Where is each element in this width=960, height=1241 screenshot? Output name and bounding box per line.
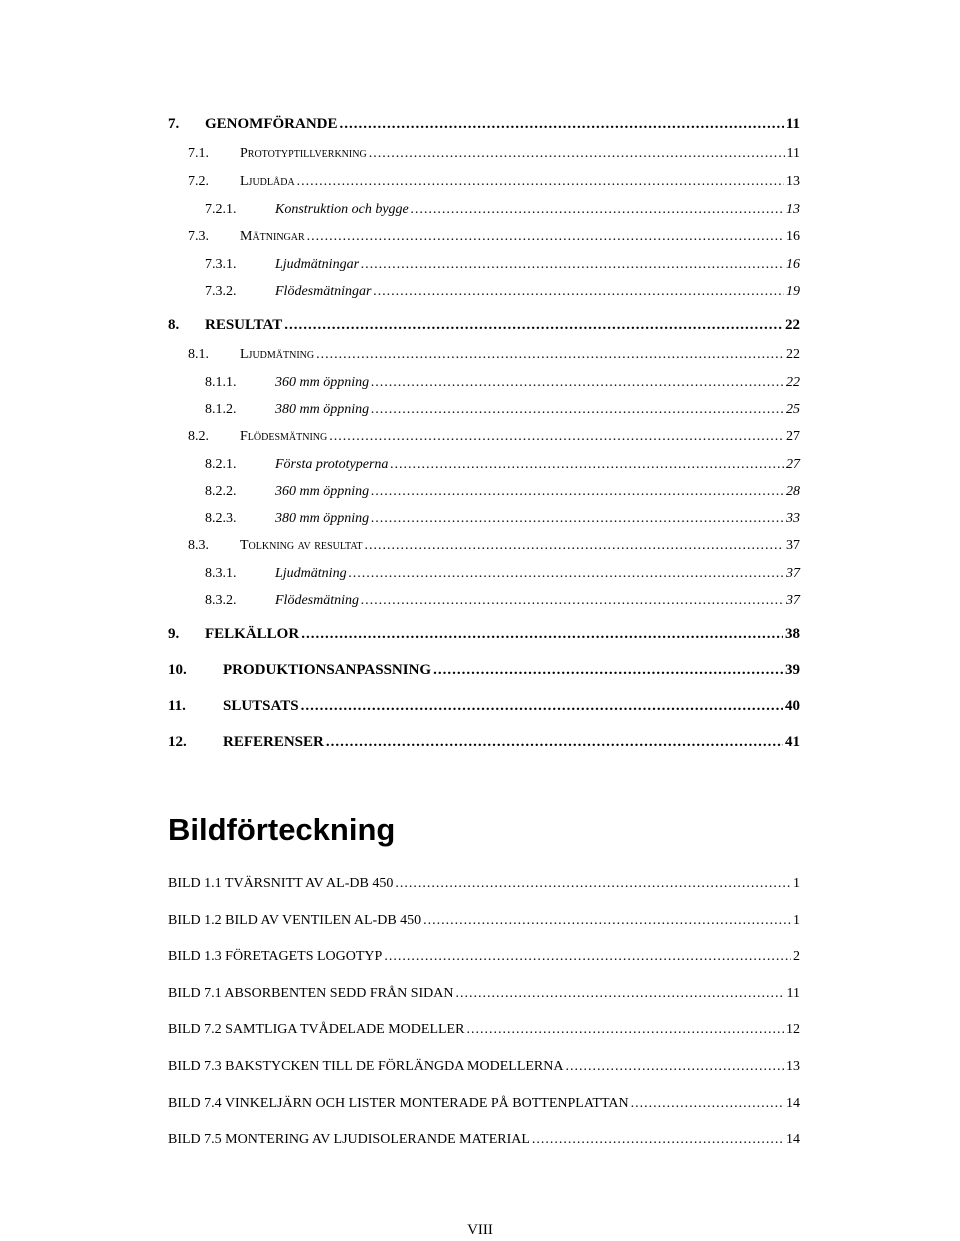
figure-page: 1 bbox=[793, 876, 800, 891]
dot-leader bbox=[532, 1129, 784, 1151]
toc-page: 28 bbox=[786, 484, 800, 499]
toc-page: 27 bbox=[786, 429, 800, 444]
figure-page: 12 bbox=[786, 1022, 800, 1038]
toc-page: 37 bbox=[786, 538, 800, 553]
toc-title: GENOMFÖRANDE bbox=[205, 116, 338, 132]
toc-page: 33 bbox=[786, 511, 800, 526]
toc-page: 37 bbox=[786, 566, 800, 581]
figure-entry[interactable] bbox=[168, 1019, 800, 1056]
toc-page: 22 bbox=[785, 317, 800, 333]
toc-page: 25 bbox=[786, 402, 800, 417]
toc-title: SLUTSATS bbox=[223, 698, 299, 714]
toc-title: Mätningar bbox=[240, 229, 305, 244]
toc-title: 360 mm öppning bbox=[275, 484, 370, 499]
toc-page: 11 bbox=[786, 146, 800, 161]
toc-entry[interactable] bbox=[168, 484, 800, 511]
toc-page: 38 bbox=[785, 626, 800, 642]
dot-leader bbox=[433, 656, 783, 684]
figure-title: BILD 7.3 BAKSTYCKEN TILL DE FÖRLÄNGDA MODELLERNA bbox=[168, 1058, 564, 1074]
dot-leader bbox=[301, 620, 783, 648]
figures-heading: Bildförteckning bbox=[168, 812, 396, 847]
dot-leader bbox=[423, 910, 791, 932]
dot-leader bbox=[371, 402, 784, 418]
figure-title: BILD 7.4 VINKELJÄRN OCH LISTER MONTERADE PÅ BOTTENPLATTAN bbox=[168, 1095, 629, 1111]
toc-number: 7.3. bbox=[188, 229, 209, 244]
toc-page: 22 bbox=[786, 375, 800, 390]
toc-entry[interactable] bbox=[168, 402, 800, 429]
dot-leader bbox=[361, 593, 784, 609]
toc-title: Flödesmätningar bbox=[275, 284, 372, 299]
toc-title: Prototyptillverkning bbox=[240, 146, 367, 161]
toc-page: 40 bbox=[785, 698, 800, 714]
toc-title: Flödesmätning bbox=[275, 593, 359, 608]
toc-page: 16 bbox=[786, 229, 800, 244]
toc-page: 41 bbox=[785, 734, 800, 750]
figure-title: BILD 7.5 MONTERING AV LJUDISOLERANDE MATERIAL bbox=[168, 1132, 530, 1148]
figure-page: 2 bbox=[793, 949, 800, 965]
toc-number: 8.2.1. bbox=[205, 457, 237, 472]
dot-leader bbox=[466, 1019, 784, 1041]
toc-entry[interactable] bbox=[168, 174, 800, 202]
dot-leader bbox=[349, 566, 784, 582]
toc-entry[interactable] bbox=[168, 429, 800, 457]
dot-leader bbox=[566, 1056, 785, 1078]
toc-number: 8.3.1. bbox=[205, 566, 237, 581]
toc-entry[interactable] bbox=[168, 311, 800, 347]
figure-title: BILD 1.3 FÖRETAGETS LOGOTYP bbox=[168, 949, 383, 965]
toc-number: 8. bbox=[168, 317, 180, 333]
toc-entry[interactable] bbox=[168, 728, 800, 764]
page-number: VIII bbox=[467, 1222, 493, 1238]
toc-page: 27 bbox=[786, 457, 800, 472]
figure-entry[interactable] bbox=[168, 983, 800, 1020]
toc-entry[interactable] bbox=[168, 375, 800, 402]
toc-number: 11. bbox=[168, 698, 186, 714]
toc-entry[interactable] bbox=[168, 146, 800, 174]
toc-page: 22 bbox=[786, 347, 800, 362]
dot-leader bbox=[284, 311, 783, 339]
figure-title: BILD 1.2 BILD AV VENTILEN AL-DB 450 bbox=[168, 912, 422, 928]
dot-leader bbox=[631, 1093, 784, 1115]
toc-number: 7.1. bbox=[188, 146, 209, 161]
dot-leader bbox=[316, 347, 784, 363]
toc-title: REFERENSER bbox=[223, 734, 324, 750]
toc-entry[interactable] bbox=[168, 566, 800, 593]
figure-entry[interactable] bbox=[168, 910, 800, 947]
figure-page: 1 bbox=[793, 912, 800, 928]
dot-leader bbox=[329, 429, 784, 445]
dot-leader bbox=[365, 538, 784, 554]
toc-entry[interactable] bbox=[168, 347, 800, 375]
toc-title: PRODUKTIONSANPASSNING bbox=[223, 662, 432, 678]
dot-leader bbox=[301, 692, 783, 720]
toc-entry[interactable] bbox=[168, 257, 800, 284]
figure-entry[interactable] bbox=[168, 873, 800, 910]
toc-title: 380 mm öppning bbox=[275, 511, 370, 526]
dot-leader bbox=[384, 946, 791, 968]
toc-page: 13 bbox=[786, 202, 800, 217]
toc-page: 13 bbox=[786, 174, 800, 189]
toc-number: 8.1. bbox=[188, 347, 209, 362]
toc-entry[interactable] bbox=[168, 593, 800, 620]
dot-leader bbox=[307, 229, 784, 245]
dot-leader bbox=[326, 728, 783, 756]
dot-leader bbox=[371, 484, 784, 500]
toc-number: 8.3.2. bbox=[205, 593, 237, 608]
toc-number: 10. bbox=[168, 662, 187, 678]
toc-title: FELKÄLLOR bbox=[205, 626, 300, 642]
toc-title: Flödesmätning bbox=[240, 429, 328, 444]
toc-number: 8.1.2. bbox=[205, 402, 237, 417]
toc-title: Konstruktion och bygge bbox=[275, 202, 409, 217]
dot-leader bbox=[297, 174, 784, 190]
toc-number: 7. bbox=[168, 116, 180, 132]
toc-entry[interactable] bbox=[168, 457, 800, 484]
toc-number: 12. bbox=[168, 734, 187, 750]
toc-entry[interactable] bbox=[168, 656, 800, 692]
dot-leader bbox=[371, 375, 784, 391]
toc-entry[interactable] bbox=[168, 511, 800, 538]
toc-entry[interactable] bbox=[168, 692, 800, 728]
toc-number: 7.2. bbox=[188, 174, 209, 189]
toc-entry[interactable] bbox=[168, 620, 800, 656]
toc-number: 8.3. bbox=[188, 538, 209, 553]
toc-number: 7.2.1. bbox=[205, 202, 237, 217]
toc-title: Första prototyperna bbox=[275, 457, 389, 472]
toc-page: 39 bbox=[785, 662, 800, 678]
toc-title: Ljudlåda bbox=[240, 174, 295, 189]
figure-page: 14 bbox=[786, 1095, 800, 1111]
toc-number: 7.3.1. bbox=[205, 257, 237, 272]
toc-entry[interactable] bbox=[168, 229, 800, 257]
dot-leader bbox=[369, 146, 785, 162]
toc-title: Tolkning av resultat bbox=[240, 538, 363, 553]
toc-number: 8.2. bbox=[188, 429, 209, 444]
toc-title: RESULTAT bbox=[205, 317, 283, 333]
toc-page: 11 bbox=[785, 116, 800, 132]
dot-leader bbox=[395, 873, 791, 895]
toc-number: 8.2.3. bbox=[205, 511, 237, 526]
figure-page: 13 bbox=[786, 1058, 800, 1074]
list-of-figures bbox=[168, 873, 800, 1166]
toc-title: Ljudmätning bbox=[240, 347, 315, 362]
figure-entry[interactable] bbox=[168, 1129, 800, 1166]
dot-leader bbox=[411, 202, 784, 218]
figure-entry[interactable] bbox=[168, 1056, 800, 1093]
toc-page: 37 bbox=[786, 593, 800, 608]
toc-title: 360 mm öppning bbox=[275, 375, 370, 390]
toc-number: 8.2.2. bbox=[205, 484, 237, 499]
dot-leader bbox=[390, 457, 784, 473]
figure-page: 11 bbox=[786, 985, 800, 1001]
dot-leader bbox=[361, 257, 784, 273]
dot-leader bbox=[373, 284, 784, 300]
toc-title: 380 mm öppning bbox=[275, 402, 370, 417]
toc-page: 19 bbox=[786, 284, 800, 299]
toc-number: 8.1.1. bbox=[205, 375, 237, 390]
table-of-contents bbox=[168, 110, 800, 764]
toc-entry[interactable] bbox=[168, 110, 800, 146]
toc-title: Ljudmätning bbox=[275, 566, 347, 581]
dot-leader bbox=[371, 511, 784, 527]
figure-page: 14 bbox=[786, 1132, 800, 1148]
toc-page: 16 bbox=[786, 257, 800, 272]
toc-number: 9. bbox=[168, 626, 180, 642]
toc-title: Ljudmätningar bbox=[275, 257, 360, 272]
dot-leader bbox=[340, 110, 784, 138]
figure-entry[interactable] bbox=[168, 1093, 800, 1130]
figure-title: BILD 1.1 TVÄRSNITT AV AL-DB 450 bbox=[168, 876, 394, 891]
figure-title: BILD 7.2 SAMTLIGA TVÅDELADE MODELLER bbox=[168, 1022, 465, 1038]
toc-number: 7.3.2. bbox=[205, 284, 237, 299]
dot-leader bbox=[455, 983, 784, 1005]
toc-entry[interactable] bbox=[168, 538, 800, 566]
figure-entry[interactable] bbox=[168, 946, 800, 983]
toc-entry[interactable] bbox=[168, 284, 800, 311]
toc-entry[interactable] bbox=[168, 202, 800, 229]
figure-title: BILD 7.1 ABSORBENTEN SEDD FRÅN SIDAN bbox=[168, 985, 454, 1001]
